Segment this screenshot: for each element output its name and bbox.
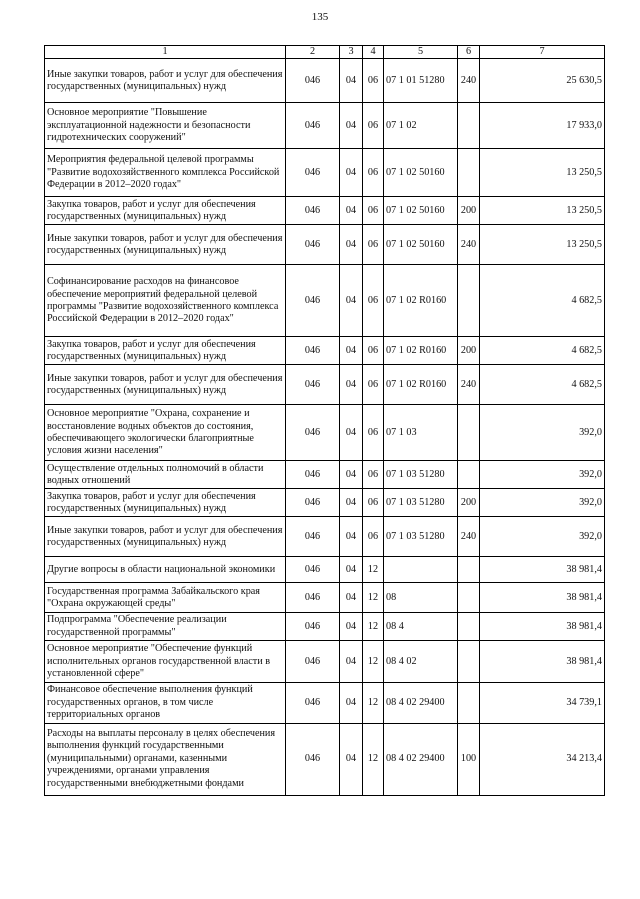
table-row xyxy=(45,225,605,265)
row-ministry-code-cell: 046 xyxy=(286,613,340,641)
row-expense-type-cell: 240 xyxy=(458,365,480,405)
row-name-cell: Расходы на выплаты персоналу в целях обеспечения выполнения функций государственными (муниципальными) органами, казенными учреждениями, органами управления государственными внебюджетными фондами xyxy=(45,723,286,795)
row-ministry-code-cell: 046 xyxy=(286,149,340,197)
row-subsection-code-cell: 12 xyxy=(363,723,384,795)
row-expense-type-cell xyxy=(458,149,480,197)
row-ministry-code-cell: 046 xyxy=(286,517,340,557)
row-expense-type-cell: 240 xyxy=(458,517,480,557)
row-expense-type-cell xyxy=(458,405,480,461)
row-expense-type-cell: 200 xyxy=(458,197,480,225)
row-target-item-cell: 08 4 02 xyxy=(384,641,458,683)
row-name-cell: Закупка товаров, работ и услуг для обеспечения государственных (муниципальных) нужд xyxy=(45,337,286,365)
row-section-code-cell: 04 xyxy=(340,683,363,723)
row-amount-cell: 25 630,5 xyxy=(480,59,605,103)
table-row xyxy=(45,103,605,149)
row-amount-cell: 38 981,4 xyxy=(480,613,605,641)
row-amount-cell: 4 682,5 xyxy=(480,365,605,405)
row-ministry-code-cell: 046 xyxy=(286,641,340,683)
row-amount-cell: 392,0 xyxy=(480,517,605,557)
row-ministry-code-cell: 046 xyxy=(286,103,340,149)
row-amount-cell: 392,0 xyxy=(480,405,605,461)
column-header: 4 xyxy=(363,46,384,59)
row-expense-type-cell xyxy=(458,683,480,723)
row-section-code-cell: 04 xyxy=(340,723,363,795)
row-section-code-cell: 04 xyxy=(340,557,363,583)
row-subsection-code-cell: 06 xyxy=(363,265,384,337)
row-amount-cell: 13 250,5 xyxy=(480,149,605,197)
row-target-item-cell: 07 1 02 50160 xyxy=(384,225,458,265)
row-target-item-cell: 07 1 03 51280 xyxy=(384,517,458,557)
row-section-code-cell: 04 xyxy=(340,583,363,613)
row-amount-cell: 17 933,0 xyxy=(480,103,605,149)
row-subsection-code-cell: 06 xyxy=(363,461,384,489)
column-header: 7 xyxy=(480,46,605,59)
row-name-cell: Иные закупки товаров, работ и услуг для обеспечения государственных (муниципальных) нужд xyxy=(45,517,286,557)
row-target-item-cell: 07 1 02 R0160 xyxy=(384,365,458,405)
row-ministry-code-cell: 046 xyxy=(286,365,340,405)
row-name-cell: Основное мероприятие "Повышение эксплуатационной надежности и безопасности гидротехнических сооружений" xyxy=(45,103,286,149)
row-ministry-code-cell: 046 xyxy=(286,557,340,583)
row-expense-type-cell: 200 xyxy=(458,337,480,365)
table-row xyxy=(45,365,605,405)
row-section-code-cell: 04 xyxy=(340,613,363,641)
row-target-item-cell xyxy=(384,557,458,583)
row-name-cell: Финансовое обеспечение выполнения функций государственных органов, в том числе территориальных органов xyxy=(45,683,286,723)
row-section-code-cell: 04 xyxy=(340,461,363,489)
row-amount-cell: 38 981,4 xyxy=(480,557,605,583)
table-row xyxy=(45,489,605,517)
table-row xyxy=(45,723,605,795)
row-target-item-cell: 07 1 02 50160 xyxy=(384,197,458,225)
row-expense-type-cell: 200 xyxy=(458,489,480,517)
row-name-cell: Подпрограмма "Обеспечение реализации государственной программы" xyxy=(45,613,286,641)
table-row xyxy=(45,405,605,461)
row-name-cell: Иные закупки товаров, работ и услуг для обеспечения государственных (муниципальных) нужд xyxy=(45,365,286,405)
table-row xyxy=(45,265,605,337)
row-amount-cell: 392,0 xyxy=(480,461,605,489)
row-expense-type-cell xyxy=(458,461,480,489)
row-section-code-cell: 04 xyxy=(340,489,363,517)
table-row xyxy=(45,197,605,225)
row-expense-type-cell xyxy=(458,583,480,613)
row-ministry-code-cell: 046 xyxy=(286,683,340,723)
column-header: 1 xyxy=(45,46,286,59)
row-subsection-code-cell: 06 xyxy=(363,337,384,365)
row-expense-type-cell xyxy=(458,641,480,683)
row-target-item-cell: 08 4 xyxy=(384,613,458,641)
row-subsection-code-cell: 06 xyxy=(363,405,384,461)
table-row xyxy=(45,613,605,641)
row-name-cell: Иные закупки товаров, работ и услуг для обеспечения государственных (муниципальных) нужд xyxy=(45,225,286,265)
row-name-cell: Закупка товаров, работ и услуг для обеспечения государственных (муниципальных) нужд xyxy=(45,489,286,517)
row-amount-cell: 38 981,4 xyxy=(480,641,605,683)
row-amount-cell: 4 682,5 xyxy=(480,337,605,365)
table-row xyxy=(45,149,605,197)
row-section-code-cell: 04 xyxy=(340,149,363,197)
row-section-code-cell: 04 xyxy=(340,265,363,337)
table-row xyxy=(45,337,605,365)
row-subsection-code-cell: 06 xyxy=(363,489,384,517)
table-row xyxy=(45,641,605,683)
row-subsection-code-cell: 06 xyxy=(363,517,384,557)
row-section-code-cell: 04 xyxy=(340,365,363,405)
row-target-item-cell: 08 xyxy=(384,583,458,613)
row-ministry-code-cell: 046 xyxy=(286,197,340,225)
row-name-cell: Основное мероприятие "Обеспечение функций исполнительных органов государственной власти в установленной сфере" xyxy=(45,641,286,683)
row-section-code-cell: 04 xyxy=(340,225,363,265)
table-row xyxy=(45,59,605,103)
row-ministry-code-cell: 046 xyxy=(286,337,340,365)
row-subsection-code-cell: 12 xyxy=(363,557,384,583)
row-ministry-code-cell: 046 xyxy=(286,265,340,337)
column-header: 2 xyxy=(286,46,340,59)
row-expense-type-cell xyxy=(458,265,480,337)
row-target-item-cell: 07 1 02 R0160 xyxy=(384,265,458,337)
row-name-cell: Мероприятия федеральной целевой программы "Развитие водохозяйственного комплекса Российской Федерации в 2012–2020 годах" xyxy=(45,149,286,197)
row-ministry-code-cell: 046 xyxy=(286,59,340,103)
row-ministry-code-cell: 046 xyxy=(286,489,340,517)
row-amount-cell: 13 250,5 xyxy=(480,197,605,225)
row-name-cell: Государственная программа Забайкальского края "Охрана окружающей среды" xyxy=(45,583,286,613)
row-section-code-cell: 04 xyxy=(340,59,363,103)
column-header: 6 xyxy=(458,46,480,59)
row-ministry-code-cell: 046 xyxy=(286,225,340,265)
row-ministry-code-cell: 046 xyxy=(286,461,340,489)
row-amount-cell: 392,0 xyxy=(480,489,605,517)
table-row xyxy=(45,517,605,557)
column-header: 5 xyxy=(384,46,458,59)
row-target-item-cell: 08 4 02 29400 xyxy=(384,723,458,795)
row-ministry-code-cell: 046 xyxy=(286,405,340,461)
budget-table xyxy=(44,45,605,796)
row-target-item-cell: 07 1 01 51280 xyxy=(384,59,458,103)
row-expense-type-cell xyxy=(458,613,480,641)
row-subsection-code-cell: 12 xyxy=(363,613,384,641)
row-amount-cell: 13 250,5 xyxy=(480,225,605,265)
row-name-cell: Иные закупки товаров, работ и услуг для обеспечения государственных (муниципальных) нужд xyxy=(45,59,286,103)
row-subsection-code-cell: 12 xyxy=(363,683,384,723)
row-subsection-code-cell: 06 xyxy=(363,103,384,149)
row-expense-type-cell: 100 xyxy=(458,723,480,795)
row-amount-cell: 4 682,5 xyxy=(480,265,605,337)
row-expense-type-cell: 240 xyxy=(458,59,480,103)
row-subsection-code-cell: 06 xyxy=(363,59,384,103)
row-section-code-cell: 04 xyxy=(340,405,363,461)
row-expense-type-cell: 240 xyxy=(458,225,480,265)
row-section-code-cell: 04 xyxy=(340,517,363,557)
row-section-code-cell: 04 xyxy=(340,641,363,683)
row-expense-type-cell xyxy=(458,557,480,583)
row-amount-cell: 34 739,1 xyxy=(480,683,605,723)
row-subsection-code-cell: 12 xyxy=(363,641,384,683)
row-name-cell: Закупка товаров, работ и услуг для обеспечения государственных (муниципальных) нужд xyxy=(45,197,286,225)
row-expense-type-cell xyxy=(458,103,480,149)
row-target-item-cell: 08 4 02 29400 xyxy=(384,683,458,723)
row-section-code-cell: 04 xyxy=(340,337,363,365)
row-target-item-cell: 07 1 03 51280 xyxy=(384,461,458,489)
table-row xyxy=(45,557,605,583)
row-subsection-code-cell: 12 xyxy=(363,583,384,613)
row-name-cell: Другие вопросы в области национальной экономики xyxy=(45,557,286,583)
row-name-cell: Софинансирование расходов на финансовое обеспечение мероприятий федеральной целевой программы "Развитие водохозяйственного комплекса Российской Федерации в 2012–2020 годах" xyxy=(45,265,286,337)
row-target-item-cell: 07 1 02 xyxy=(384,103,458,149)
row-target-item-cell: 07 1 03 xyxy=(384,405,458,461)
row-subsection-code-cell: 06 xyxy=(363,149,384,197)
row-target-item-cell: 07 1 02 R0160 xyxy=(384,337,458,365)
table-row xyxy=(45,683,605,723)
column-header: 3 xyxy=(340,46,363,59)
row-ministry-code-cell: 046 xyxy=(286,583,340,613)
page-number: 135 xyxy=(311,11,329,23)
row-target-item-cell: 07 1 03 51280 xyxy=(384,489,458,517)
row-ministry-code-cell: 046 xyxy=(286,723,340,795)
row-subsection-code-cell: 06 xyxy=(363,365,384,405)
table-row xyxy=(45,461,605,489)
row-section-code-cell: 04 xyxy=(340,197,363,225)
row-section-code-cell: 04 xyxy=(340,103,363,149)
row-amount-cell: 38 981,4 xyxy=(480,583,605,613)
row-amount-cell: 34 213,4 xyxy=(480,723,605,795)
row-target-item-cell: 07 1 02 50160 xyxy=(384,149,458,197)
row-name-cell: Осуществление отдельных полномочий в области водных отношений xyxy=(45,461,286,489)
row-subsection-code-cell: 06 xyxy=(363,225,384,265)
header-row xyxy=(45,46,605,59)
row-subsection-code-cell: 06 xyxy=(363,197,384,225)
row-name-cell: Основное мероприятие "Охрана, сохранение и восстановление водных объектов до состояния, обеспечивающего экологически благоприятные условия жизни населения" xyxy=(45,405,286,461)
table-row xyxy=(45,583,605,613)
